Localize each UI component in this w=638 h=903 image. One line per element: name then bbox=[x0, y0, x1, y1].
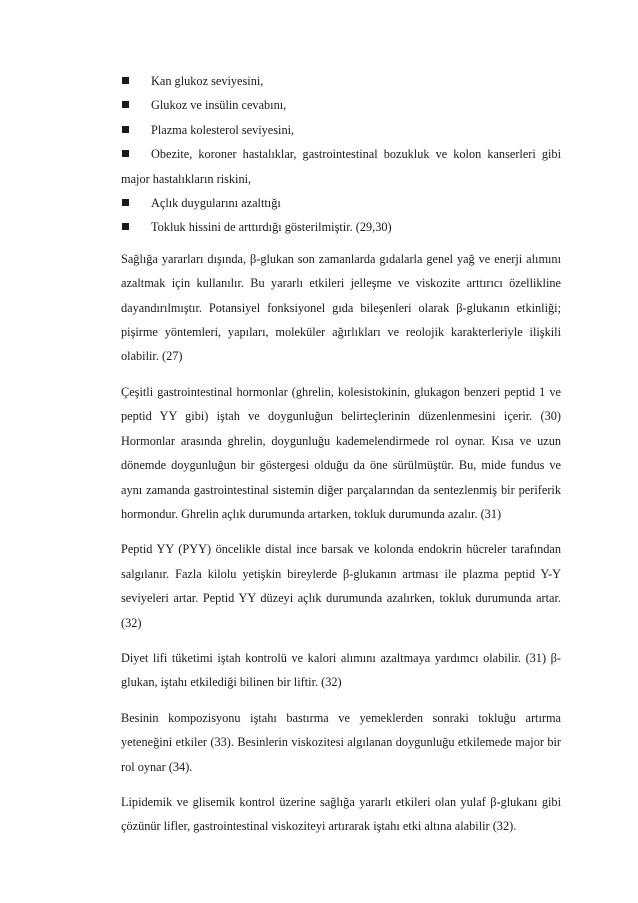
list-item-text: Glukoz ve insülin cevabını, bbox=[151, 98, 287, 113]
paragraph-soluble-fibers: Lipidemik ve glisemik kontrol üzerine sağlığa yararlı etkileri olan yulaf β-glukanı gibi çözünür lifler, gastrointestinal viskoziteyi artırarak iştahı etki altına alabilir (32). bbox=[121, 794, 561, 834]
square-bullet-icon bbox=[122, 118, 138, 142]
list-item bbox=[121, 69, 561, 93]
list-item-text: Tokluk hissini de arttırdığı gösterilmiştir. (29,30) bbox=[151, 220, 392, 235]
list-item bbox=[121, 215, 561, 239]
paragraph-gastrointestinal-hormones: Çeşitli gastrointestinal hormonlar (ghrelin, kolesistokinin, glukagon benzeri peptid 1 ve peptid YY gibi) iştah ve doygunluğun belirteçlerinin düzenlenmesini içerir. (30) Hormonlar arasında ghrelin, doygunluğu kademelendirmede rol oynar. Kısa ve uzun dönemde doygunluğun bir göstergesi olduğu da öne sürülmüştür. Bu, mide fundus ve aynı zamanda gastrointestinal sistemin diğer parçalarından da sentezlenmiş bir periferik hormondur. Ghrelin açlık durumunda artarken, tokluk durumunda azalır. (31) bbox=[121, 384, 561, 521]
square-bullet-icon bbox=[122, 191, 138, 215]
square-bullet-icon bbox=[122, 69, 138, 93]
list-item bbox=[121, 142, 561, 191]
square-bullet-icon bbox=[122, 215, 138, 239]
paragraph-dietary-fiber: Diyet lifi tüketimi iştah kontrolü ve kalori alımını azaltmaya yardımcı olabilir. (31) β-glukan, iştahı etkilediği bilinen bir liftir. (32) bbox=[121, 650, 561, 690]
list-item-text: Kan glukoz seviyesini, bbox=[151, 74, 264, 88]
list-item-text: Plazma kolesterol seviyesini, bbox=[151, 122, 295, 137]
paragraph-peptide-yy: Peptid YY (PYY) öncelikle distal ince barsak ve kolonda endokrin hücreler tarafından salgılanır. Fazla kilolu yetişkin bireylerde β-glukanın artması ile plazma peptid Y-Y seviyeleri artar. Peptid YY düzeyi açlık durumunda azalırken, tokluk durumunda artar. (32) bbox=[121, 542, 561, 630]
list-item bbox=[121, 191, 561, 215]
list-item-text: Açlık duygularını azalttığı bbox=[151, 196, 281, 211]
square-bullet-icon bbox=[122, 142, 138, 166]
square-bullet-icon bbox=[122, 93, 138, 117]
list-item-text: Obezite, koroner hastalıklar, gastrointestinal bozukluk ve kolon kanserleri gibi major hastalıkların riskini, bbox=[121, 147, 561, 186]
paragraph-food-composition: Besinin kompozisyonu iştahı bastırma ve yemeklerden sonraki tokluğu artırma yeteneğini etkiler (33). Besinlerin viskozitesi algılanan doygunluğu etkilemede major bir rol oynar (34). bbox=[121, 710, 561, 774]
document-body bbox=[121, 69, 561, 839]
bullet-list bbox=[121, 69, 561, 240]
list-item bbox=[121, 118, 561, 142]
paragraph-beta-glucan-benefits: Sağlığa yararları dışında, β-glukan son zamanlarda gıdalarla genel yağ ve enerji alımını azaltmak için kullanılır. Bu yararlı etkileri jelleşme ve viskozite arttırıcı özellikline dayandırılmıştır. Potansiyel fonksiyonel gıda bileşenleri olarak β-glukanın etkinliği; pişirme yöntemleri, yapıları, moleküler ağırlıkları ve reolojik karakterleriyle ilişkili olabilir. (27) bbox=[121, 251, 561, 364]
list-item bbox=[121, 93, 561, 117]
